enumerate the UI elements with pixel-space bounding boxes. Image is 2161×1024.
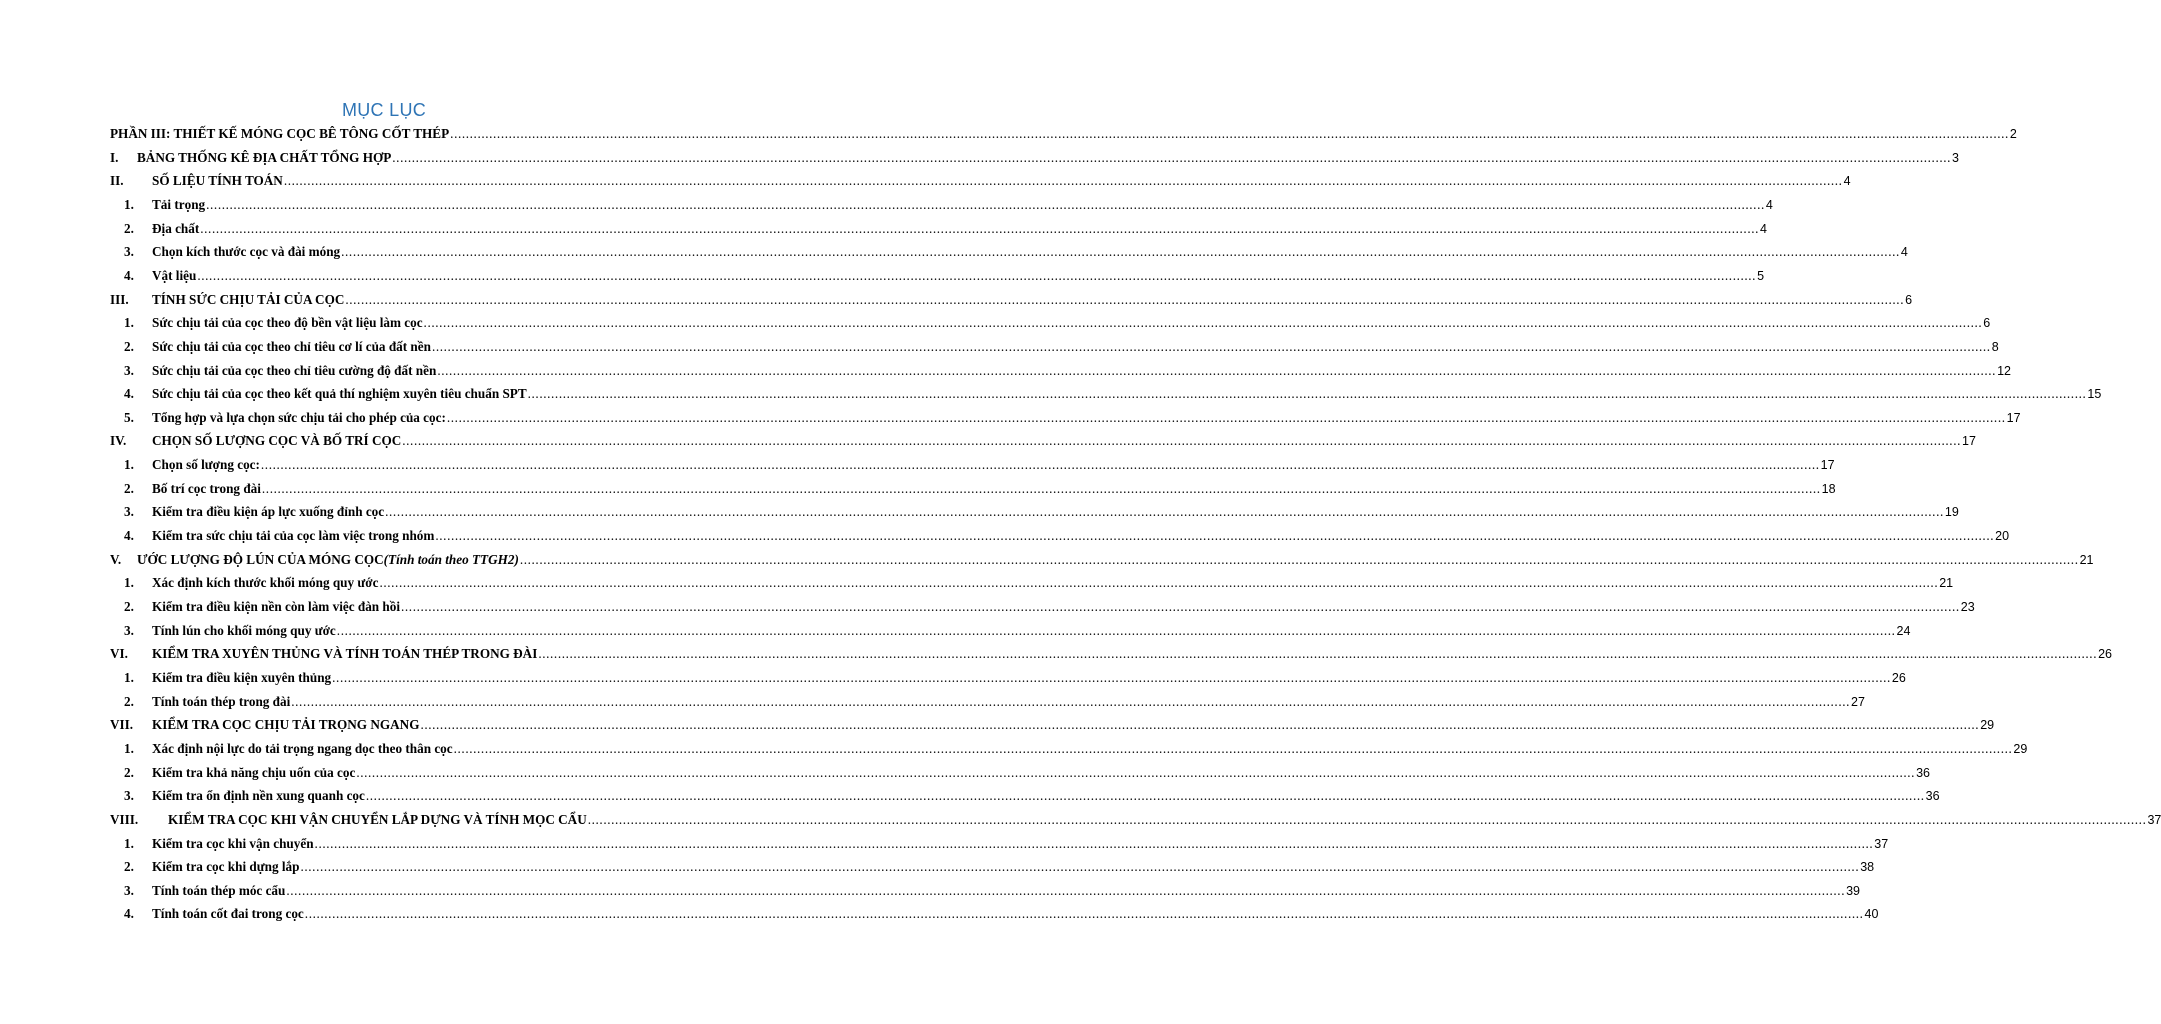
toc-entry-title: Kiểm tra ổn định nền xung quanh cọc (152, 788, 365, 804)
toc-entry-page: 39 (1846, 883, 1861, 898)
toc-entry-page: 18 (1821, 481, 1836, 496)
dot-leader: ................................................................................................................................................................................................................................................................................................................................................................................................................ (261, 480, 1821, 496)
toc-entry-title: Kiểm tra điều kiện áp lực xuống đỉnh cọc (152, 504, 385, 520)
toc-entry-page: 21 (1939, 576, 1954, 591)
dot-leader: ................................................................................................................................................................................................................................................................................................................................................................................................................ (332, 669, 1891, 685)
toc-entry-number: VIII. (110, 811, 139, 827)
toc-entry-page: 36 (1916, 765, 1930, 780)
toc-subsection-entry[interactable] (0, 313, 1991, 333)
toc-title: MỤC LỤC (341, 100, 427, 120)
dot-leader: ................................................................................................................................................................................................................................................................................................................................................................................................................ (587, 811, 2147, 827)
toc-subsection-entry[interactable] (0, 904, 1879, 924)
toc-entry-page: 24 (1896, 623, 1911, 638)
toc-entry-page: 21 (2079, 552, 2094, 567)
toc-entry-title: Tính toán thép móc cẩu (152, 882, 286, 898)
toc-section-entry[interactable] (0, 124, 2017, 144)
toc-entry-title: Địa chất (152, 220, 200, 236)
toc-entry-page: 26 (2098, 647, 2112, 662)
toc-entry-page: 38 (1860, 860, 1875, 875)
toc-entry-number: IV. (110, 433, 127, 449)
toc-entry-title: KIỂM TRA XUYÊN THỦNG VÀ TÍNH TOÁN THÉP TRONG ĐÀI (152, 646, 538, 662)
toc-entry-title: CHỌN SỐ LƯỢNG CỌC VÀ BỐ TRÍ CỌC (152, 433, 402, 449)
toc-entry-title: Chọn số lượng cọc: (152, 457, 260, 473)
toc-entry-number: 1. (124, 315, 134, 331)
toc-entry-page: 5 (1757, 268, 1765, 283)
dot-leader: ................................................................................................................................................................................................................................................................................................................................................................................................................ (291, 693, 1851, 709)
dot-leader: ................................................................................................................................................................................................................................................................................................................................................................................................................ (538, 646, 2098, 662)
toc-entry-page: 6 (1905, 292, 1913, 307)
toc-section-entry[interactable] (0, 171, 1851, 191)
toc-entry-number: 2. (124, 859, 134, 875)
dot-leader: ................................................................................................................................................................................................................................................................................................................................................................................................................ (341, 244, 1900, 260)
toc-entry-number: 2. (124, 220, 134, 236)
dot-leader: ................................................................................................................................................................................................................................................................................................................................................................................................................ (283, 173, 1843, 189)
toc-entry-page: 3 (1952, 150, 1959, 165)
dot-leader: ................................................................................................................................................................................................................................................................................................................................................................................................................ (392, 149, 1952, 165)
toc-entry-page: 6 (1983, 316, 1991, 331)
dot-leader: ................................................................................................................................................................................................................................................................................................................................................................................................................ (402, 433, 1961, 449)
dot-leader: ................................................................................................................................................................................................................................................................................................................................................................................................................ (345, 291, 1905, 307)
toc-entry-number: 2. (124, 764, 134, 780)
toc-section-entry[interactable] (0, 290, 1913, 310)
toc-entry-title: Kiểm tra khả năng chịu uốn của cọc (152, 764, 356, 780)
toc-entry-page: 2 (2009, 127, 2017, 141)
toc-section-entry[interactable] (0, 644, 2112, 664)
toc-entry-page: 29 (1980, 718, 1995, 733)
toc-section-entry[interactable] (0, 431, 1976, 451)
toc-entry-title: Kiểm tra cọc khi vận chuyển (152, 835, 314, 851)
toc-subsection-entry[interactable] (0, 692, 1865, 712)
toc-entry-page: 26 (1891, 670, 1906, 685)
dot-leader: ................................................................................................................................................................................................................................................................................................................................................................................................................ (446, 409, 2006, 425)
toc-entry-number: 2. (124, 599, 134, 614)
toc-entry-page: 19 (1944, 505, 1959, 520)
toc-entry-number: 1. (124, 196, 134, 212)
toc-entry-title: Tính toán cốt đai trong cọc (152, 906, 304, 922)
toc-entry-title: Sức chịu tải của cọc theo chỉ tiêu cơ lí của đất nền (152, 338, 431, 354)
dot-leader: ................................................................................................................................................................................................................................................................................................................................................................................................................ (423, 315, 1983, 331)
toc-entry-title: KIỂM TRA CỌC CHỊU TẢI TRỌNG NGANG (152, 717, 420, 733)
toc-entry-page: 37 (2147, 812, 2161, 827)
toc-subsection-entry[interactable] (0, 573, 1954, 593)
dot-leader: ................................................................................................................................................................................................................................................................................................................................................................................................................ (519, 551, 2079, 567)
toc-section-entry[interactable] (0, 715, 1995, 735)
toc-subsection-entry[interactable] (0, 219, 1767, 239)
toc-entry-number: 3. (124, 622, 134, 638)
dot-leader: ................................................................................................................................................................................................................................................................................................................................................................................................................ (336, 622, 1896, 638)
toc-entry-number: 4. (124, 267, 134, 283)
toc-entry-number: 3. (124, 882, 134, 898)
toc-entry-page: 15 (2087, 387, 2102, 402)
toc-entry-title: Sức chịu tải của cọc theo độ bền vật liệu làm cọc (152, 315, 423, 331)
toc-entry-page: 20 (1995, 529, 2010, 544)
toc-entry-number: 2. (124, 338, 134, 354)
toc-subsection-entry[interactable] (0, 621, 1911, 641)
toc-entry-title: Vật liệu (152, 267, 197, 283)
toc-entry-page: 17 (1962, 434, 1976, 449)
dot-leader: ................................................................................................................................................................................................................................................................................................................................................................................................................ (420, 717, 1980, 733)
toc-entry-number: III. (110, 291, 129, 307)
toc-entry-title: Sức chịu tải của cọc theo kết quả thí nghiệm xuyên tiêu chuẩn SPT (152, 386, 527, 402)
toc-subsection-entry[interactable] (0, 408, 2021, 428)
toc-entry-title: BẢNG THỐNG KÊ ĐỊA CHẤT TỔNG HỢP (137, 149, 392, 165)
toc-entry-number: II. (110, 173, 124, 189)
dot-leader: ................................................................................................................................................................................................................................................................................................................................................................................................................ (365, 788, 1925, 804)
dot-leader: ................................................................................................................................................................................................................................................................................................................................................................................................................ (304, 906, 1864, 922)
toc-entry-number: 1. (124, 740, 134, 756)
toc-entry-title: Tổng hợp và lựa chọn sức chịu tải cho phép của cọc: (152, 409, 446, 425)
toc-entry-page: 4 (1843, 174, 1851, 189)
dot-leader: ................................................................................................................................................................................................................................................................................................................................................................................................................ (401, 599, 1960, 614)
toc-entry-title: Tính toán thép trong đài (152, 693, 291, 709)
toc-entry-title: Tải trọng (152, 196, 206, 212)
toc-subsection-entry[interactable] (0, 834, 1889, 854)
toc-entry-number: 5. (124, 409, 134, 425)
toc-entry-number: 3. (124, 788, 134, 804)
toc-entry-page: 17 (1820, 458, 1835, 473)
dot-leader: ................................................................................................................................................................................................................................................................................................................................................................................................................ (356, 764, 1916, 780)
toc-entry-number: 1. (124, 457, 134, 473)
dot-leader: ................................................................................................................................................................................................................................................................................................................................................................................................................ (385, 504, 1944, 520)
toc-entry-page: 29 (2013, 741, 2028, 756)
dot-leader: ................................................................................................................................................................................................................................................................................................................................................................................................................ (300, 859, 1860, 875)
toc-entry-number: 1. (124, 669, 134, 685)
toc-subsection-entry[interactable] (0, 479, 1836, 499)
toc-entry-number: 3. (124, 504, 134, 520)
toc-section-entry[interactable] (0, 550, 2094, 570)
toc-entry-title: Chọn kích thước cọc và đài móng (152, 244, 341, 260)
dot-leader: ................................................................................................................................................................................................................................................................................................................................................................................................................ (431, 338, 1991, 354)
toc-entry-page: 17 (2006, 410, 2021, 425)
dot-leader: ................................................................................................................................................................................................................................................................................................................................................................................................................ (527, 386, 2087, 402)
toc-subsection-entry[interactable] (0, 384, 2102, 404)
toc-entry-note: (Tính toán theo TTGH2) (383, 551, 519, 567)
toc-entry-title: Tính lún cho khối móng quy ước (152, 622, 336, 638)
dot-leader: ................................................................................................................................................................................................................................................................................................................................................................................................................ (286, 882, 1846, 898)
toc-subsection-entry[interactable] (0, 786, 1940, 806)
toc-entry-page: 37 (1874, 836, 1889, 851)
toc-entry-page: 27 (1851, 694, 1865, 709)
toc-entry-title: SỐ LIỆU TÍNH TOÁN (152, 173, 283, 189)
toc-entry-page: 4 (1765, 197, 1773, 212)
toc-entry-page: 23 (1960, 600, 1975, 614)
dot-leader: ................................................................................................................................................................................................................................................................................................................................................................................................................ (197, 267, 1757, 283)
toc-entry-number: 2. (124, 480, 134, 496)
toc-entry-number: 1. (124, 575, 134, 591)
toc-entry-title: ƯỚC LƯỢNG ĐỘ LÚN CỦA MÓNG CỌC (137, 551, 384, 567)
toc-entry-number: 4. (124, 386, 134, 402)
toc-entry-page: 8 (1991, 339, 1999, 354)
dot-leader: ................................................................................................................................................................................................................................................................................................................................................................................................................ (437, 362, 1997, 378)
toc-entry-title: PHẦN III: THIẾT KẾ MÓNG CỌC BÊ TÔNG CỐT THÉP (110, 126, 450, 141)
toc-subsection-entry[interactable] (0, 266, 1765, 286)
dot-leader: ................................................................................................................................................................................................................................................................................................................................................................................................................ (206, 196, 1765, 212)
toc-entry-title: KIỂM TRA CỌC KHI VẬN CHUYỂN LẮP DỰNG VÀ TÍNH MỌC CẨU (168, 811, 587, 827)
toc-subsection-entry[interactable] (0, 763, 1930, 783)
toc-entry-number: 3. (124, 362, 134, 378)
toc-entry-title: Xác định nội lực do tải trọng ngang dọc theo thân cọc (152, 740, 453, 756)
dot-leader: ................................................................................................................................................................................................................................................................................................................................................................................................................ (453, 740, 2013, 756)
toc-entry-title: Kiểm tra điều kiện xuyên thủng (152, 669, 332, 685)
toc-entry-number: 4. (124, 528, 134, 544)
toc-entry-title: Kiểm tra sức chịu tải của cọc làm việc trong nhóm (152, 528, 435, 544)
toc-section-entry[interactable] (0, 810, 2161, 830)
dot-leader: ................................................................................................................................................................................................................................................................................................................................................................................................................ (435, 528, 1995, 544)
dot-leader: ................................................................................................................................................................................................................................................................................................................................................................................................................ (450, 126, 2009, 141)
dot-leader: ................................................................................................................................................................................................................................................................................................................................................................................................................ (260, 457, 1820, 473)
toc-entry-number: 2. (124, 693, 134, 709)
toc-entry-title: Bố trí cọc trong đài (152, 480, 261, 496)
toc-entry-number: 4. (124, 906, 134, 922)
toc-entry-page: 4 (1760, 221, 1767, 236)
toc-entry-number: VI. (110, 646, 128, 662)
toc-entry-page: 36 (1925, 789, 1940, 804)
toc-subsection-entry[interactable] (0, 857, 1875, 877)
toc-subsection-entry[interactable] (0, 361, 2011, 381)
toc-subsection-entry[interactable] (0, 502, 1959, 522)
toc-entry-page: 4 (1900, 245, 1908, 260)
toc-entry-number: 3. (124, 244, 134, 260)
toc-subsection-entry[interactable] (0, 739, 2028, 759)
toc-entry-page: 12 (1997, 363, 2011, 378)
toc-entry-number: VII. (110, 717, 134, 733)
toc-entry-title: Kiểm tra điều kiện nền còn làm việc đàn hồi (152, 599, 401, 614)
toc-subsection-entry[interactable] (0, 597, 1975, 617)
dot-leader: ................................................................................................................................................................................................................................................................................................................................................................................................................ (314, 835, 1874, 851)
dot-leader: ................................................................................................................................................................................................................................................................................................................................................................................................................ (200, 220, 1760, 236)
toc-subsection-entry[interactable] (0, 242, 1908, 262)
toc-entry-page: 40 (1864, 907, 1879, 922)
toc-subsection-entry[interactable] (0, 668, 1906, 688)
toc-entry-title: TÍNH SỨC CHỊU TẢI CỦA CỌC (152, 291, 345, 307)
toc-entry-number: 1. (124, 835, 134, 851)
toc-subsection-entry[interactable] (0, 881, 1861, 901)
toc-entry-number: I. (110, 149, 119, 165)
toc-subsection-entry[interactable] (0, 195, 1773, 215)
toc-entry-title: Kiểm tra cọc khi dựng lắp (152, 859, 300, 875)
toc-section-entry[interactable] (0, 148, 1959, 168)
toc-subsection-entry[interactable] (0, 455, 1835, 475)
toc-entry-title: Xác định kích thước khối móng quy ước (152, 575, 379, 591)
toc-entry-number: V. (110, 551, 122, 567)
toc-subsection-entry[interactable] (0, 337, 1999, 357)
dot-leader: ................................................................................................................................................................................................................................................................................................................................................................................................................ (379, 575, 1939, 591)
toc-subsection-entry[interactable] (0, 526, 2010, 546)
toc-entry-title: Sức chịu tải của cọc theo chỉ tiêu cường độ đất nền (152, 362, 437, 378)
